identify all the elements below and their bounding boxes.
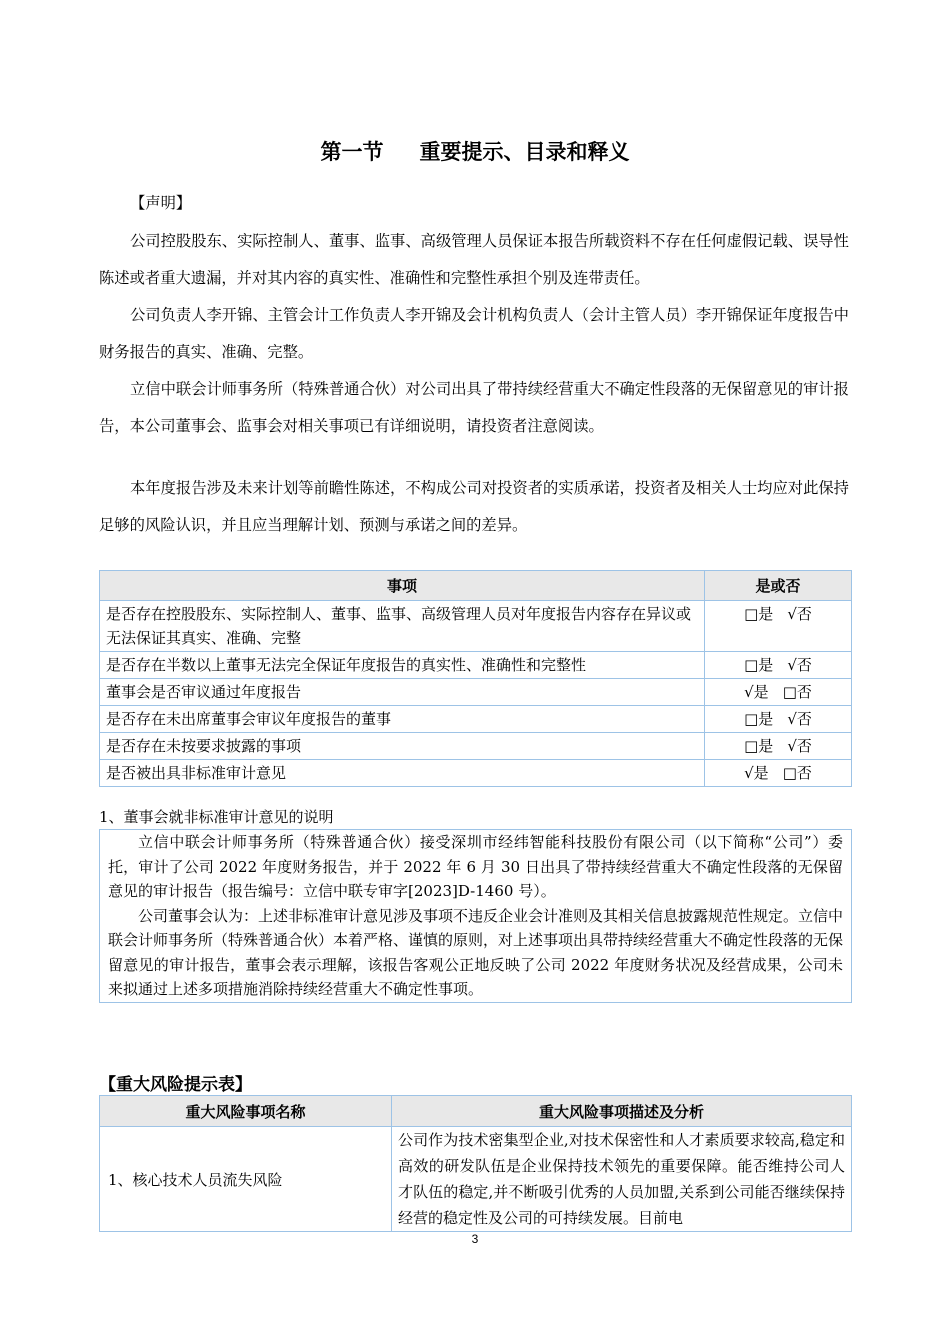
answer-yes: □是 <box>744 710 774 728</box>
row-answer <box>705 601 852 652</box>
header-answer: 是或否 <box>705 571 852 601</box>
row-item: 是否存在半数以上董事无法完全保证年度报告的真实性、准确性和完整性 <box>100 652 705 679</box>
answer-no: √否 <box>787 656 812 674</box>
page-title <box>0 136 950 166</box>
table-row <box>100 601 852 652</box>
table-row <box>100 679 852 706</box>
table-header-row <box>100 1096 852 1127</box>
note-box <box>99 829 852 1003</box>
answer-no: □否 <box>782 683 812 701</box>
answer-yes: □是 <box>744 737 774 755</box>
answer-yes: √是 <box>744 683 769 701</box>
row-answer <box>705 760 852 787</box>
header-item: 事项 <box>100 571 705 601</box>
answer-no: √否 <box>787 605 812 623</box>
table-row <box>100 733 852 760</box>
answer-yes: □是 <box>744 605 774 623</box>
answer-no: √否 <box>787 737 812 755</box>
section-title: 重要提示、目录和释义 <box>419 140 630 164</box>
answer-no: √否 <box>787 710 812 728</box>
table-header-row <box>100 571 852 601</box>
risk-name: 1、核心技术人员流失风险 <box>100 1127 392 1232</box>
note-paragraph-2: 公司董事会认为：上述非标准审计意见涉及事项不违反企业会计准则及其相关信息披露规范性规定。立信中联会计师事务所（特殊普通合伙）本着严格、谨慎的原则，对上述事项出具带持续经营重大不确定性段落的无保留意见的审计报告，董事会表示理解，该报告客观公正地反映了公司 2022 年度财务状况及经营成果，公司未来拟通过上述多项措施消除持续经营重大不确定性事项。 <box>108 906 844 998</box>
row-item: 是否存在未按要求披露的事项 <box>100 733 705 760</box>
row-answer <box>705 706 852 733</box>
page-number: 3 <box>471 1232 479 1246</box>
risk-table <box>99 1095 852 1232</box>
table-row <box>100 706 852 733</box>
table-row <box>100 652 852 679</box>
row-answer <box>705 652 852 679</box>
table-row <box>100 1127 852 1232</box>
note-title: 1、董事会就非标准审计意见的说明 <box>99 808 334 826</box>
row-item: 是否被出具非标准审计意见 <box>100 760 705 787</box>
header-risk-desc: 重大风险事项描述及分析 <box>392 1096 852 1127</box>
paragraph-2: 公司负责人李开锦、主管会计工作负责人李开锦及会计机构负责人（会计主管人员）李开锦保证年度报告中财务报告的真实、准确、完整。 <box>99 306 849 361</box>
section-number: 第一节 <box>320 140 384 164</box>
paragraph-1: 公司控股股东、实际控制人、董事、监事、高级管理人员保证本报告所载资料不存在任何虚假记载、误导性陈述或者重大遗漏，并对其内容的真实性、准确性和完整性承担个别及连带责任。 <box>99 232 849 287</box>
answer-yes: □是 <box>744 656 774 674</box>
paragraph-3: 立信中联会计师事务所（特殊普通合伙）对公司出具了带持续经营重大不确定性段落的无保留意见的审计报告，本公司董事会、监事会对相关事项已有详细说明，请投资者注意阅读。 <box>99 380 849 435</box>
declaration-label: 【声明】 <box>130 194 192 212</box>
risk-heading: 【重大风险提示表】 <box>99 1075 252 1095</box>
answer-yes: √是 <box>744 764 769 782</box>
row-answer <box>705 679 852 706</box>
row-answer <box>705 733 852 760</box>
answer-no: □否 <box>782 764 812 782</box>
paragraph-4: 本年度报告涉及未来计划等前瞻性陈述，不构成公司对投资者的实质承诺，投资者及相关人士均应对此保持足够的风险认识，并且应当理解计划、预测与承诺之间的差异。 <box>99 479 849 534</box>
table-row <box>100 760 852 787</box>
header-risk-name: 重大风险事项名称 <box>100 1096 392 1127</box>
row-item: 是否存在控股股东、实际控制人、董事、监事、高级管理人员对年度报告内容存在异议或无法保证其真实、准确、完整 <box>100 601 705 652</box>
risk-description: 公司作为技术密集型企业,对技术保密性和人才素质要求较高,稳定和高效的研发队伍是企业保持技术领先的重要保障。能否维持公司人才队伍的稳定,并不断吸引优秀的人员加盟,关系到公司能否继续保持经营的稳定性及公司的可持续发展。目前电 <box>392 1127 852 1232</box>
confirmation-table <box>99 570 852 787</box>
row-item: 是否存在未出席董事会审议年度报告的董事 <box>100 706 705 733</box>
note-paragraph-1: 立信中联会计师事务所（特殊普通合伙）接受深圳市经纬智能科技股份有限公司（以下简称“公司”）委托，审计了公司 2022 年度财务报告，并于 2022 年 6 月 30 日出具了带持续经营重大不确定性段落的无保留意见的审计报告（报告编号：立信中联专审字[2023]D-1460 号）。 <box>108 833 843 900</box>
row-item: 董事会是否审议通过年度报告 <box>100 679 705 706</box>
